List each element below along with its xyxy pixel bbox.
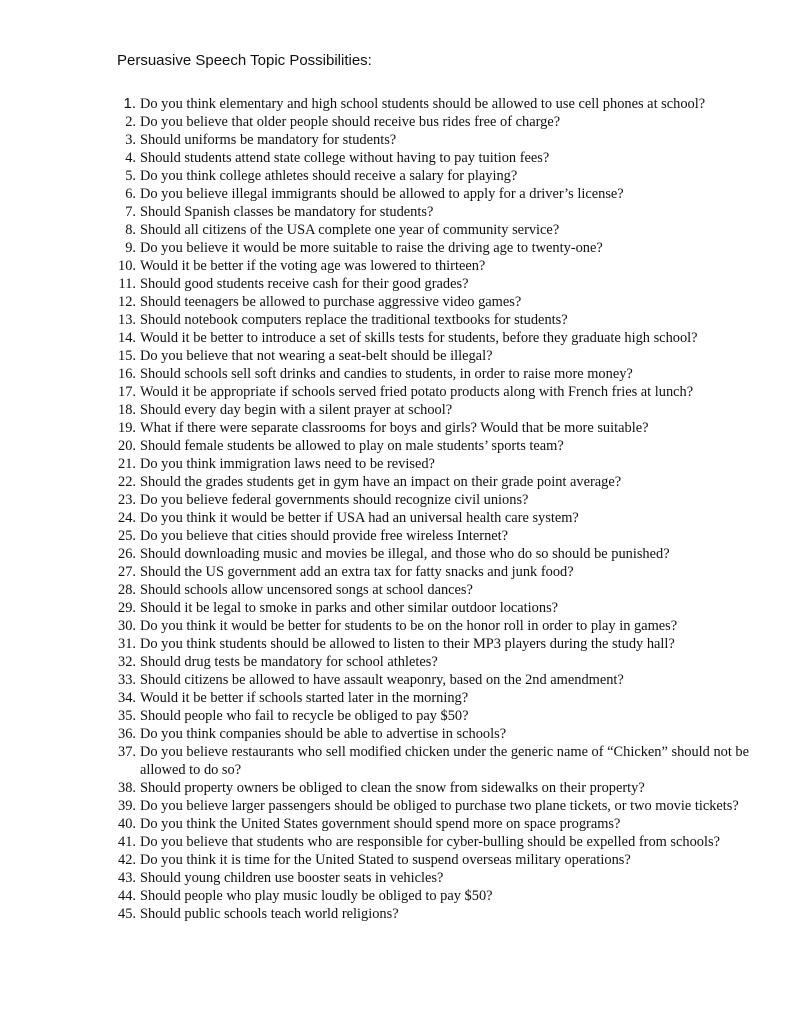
topic-number: 43. [118,870,136,886]
topic-number: 32. [118,654,136,670]
topic-number: 2. [125,114,136,130]
topic-text: Do you believe that older people should receive bus rides free of charge? [140,114,561,130]
topic-text: Do you think college athletes should receive a salary for playing? [140,168,518,184]
topic-number: 11. [118,276,136,292]
topic-item [0,401,791,419]
topic-text: Do you believe that cities should provide free wireless Internet? [140,528,509,544]
topic-text: Do you believe larger passengers should be obliged to purchase two plane tickets, or two movie tickets? [140,798,739,814]
topic-number: 5. [125,168,136,184]
topic-item [0,635,791,653]
topic-text: Do you think students should be allowed to listen to their MP3 players during the study hall? [140,636,675,652]
topic-item [0,563,791,581]
topic-number: 12. [118,294,136,310]
topic-number: 34. [118,690,136,706]
topic-number: 1. [123,95,136,112]
topic-item [0,797,791,815]
topic-item [0,779,791,797]
topic-item [0,833,791,851]
topic-number: 45. [118,906,136,922]
topic-text: Should it be legal to smoke in parks and other similar outdoor locations? [140,600,559,616]
topic-number: 42. [118,852,136,868]
topic-text: Do you think it would be better for students to be on the honor roll in order to play in games? [140,618,678,634]
topic-text: Would it be better if schools started later in the morning? [140,690,469,706]
topic-item [0,851,791,869]
topic-item [0,473,791,491]
topic-number: 7. [125,204,136,220]
topic-text: Should people who play music loudly be obliged to pay $50? [140,888,493,904]
topic-number: 21. [118,456,136,472]
topic-item [0,689,791,707]
topic-item [0,167,791,185]
topic-text: Should the US government add an extra tax for fatty snacks and junk food? [140,564,574,580]
topic-text: Do you think it is time for the United Stated to suspend overseas military operations? [140,852,631,868]
topic-text: Do you think it would be better if USA had an universal health care system? [140,510,579,526]
topic-text: Should young children use booster seats in vehicles? [140,870,444,886]
topic-text: Should every day begin with a silent prayer at school? [140,402,453,418]
topic-item [0,707,791,725]
topic-item [0,383,791,401]
topic-number: 40. [118,816,136,832]
topic-text: Would it be appropriate if schools served fried potato products along with French fries at lunch? [140,384,694,400]
topic-text: Should people who fail to recycle be obliged to pay $50? [140,708,469,724]
topic-text: Would it be better if the voting age was lowered to thirteen? [140,258,486,274]
topic-number: 10. [118,258,136,274]
topic-item [0,203,791,221]
topic-item [0,545,791,563]
topic-text: Should students attend state college without having to pay tuition fees? [140,150,550,166]
topic-text: Should drug tests be mandatory for school athletes? [140,654,438,670]
topic-text: Should the grades students get in gym have an impact on their grade point average? [140,474,622,490]
topic-text: Do you believe federal governments should recognize civil unions? [140,492,529,508]
topic-item [0,185,791,203]
topic-number: 33. [118,672,136,688]
topic-number: 36. [118,726,136,742]
topic-text: Do you think companies should be able to advertise in schools? [140,726,507,742]
topic-text: Do you believe that students who are responsible for cyber-bulling should be expelled from schools? [140,834,720,850]
topic-number: 20. [118,438,136,454]
topic-number: 14. [118,330,136,346]
topic-number: 44. [118,888,136,904]
topic-item [0,617,791,635]
topic-number: 4. [125,150,136,166]
topic-item [0,725,791,743]
topic-text: Should good students receive cash for their good grades? [140,276,469,292]
topic-item [0,131,791,149]
topic-number: 13. [118,312,136,328]
topic-number: 29. [118,600,136,616]
topic-text: Should uniforms be mandatory for students? [140,132,397,148]
topic-text: Do you think elementary and high school students should be allowed to use cell phones at school? [140,96,706,112]
topic-item [0,419,791,437]
topic-number: 3. [125,132,136,148]
topic-number: 30. [118,618,136,634]
topic-item [0,599,791,617]
topic-item [0,95,791,113]
topic-number: 15. [118,348,136,364]
topic-item [0,275,791,293]
topic-item [0,149,791,167]
topic-number: 38. [118,780,136,796]
topic-number: 6. [125,186,136,202]
topic-item [0,509,791,527]
topic-number: 8. [125,222,136,238]
topic-text: Should notebook computers replace the traditional textbooks for students? [140,312,568,328]
topic-item [0,455,791,473]
topic-item [0,365,791,383]
topic-number: 25. [118,528,136,544]
topic-text: Should female students be allowed to play on male students’ sports team? [140,438,564,454]
topic-item [0,815,791,833]
topic-item [0,653,791,671]
topic-number: 18. [118,402,136,418]
topic-text: Should schools sell soft drinks and candies to students, in order to raise more money? [140,366,633,382]
topic-number: 22. [118,474,136,490]
topic-item [0,743,791,779]
topic-text: Do you think immigration laws need to be revised? [140,456,435,472]
topic-text: Do you think the United States government should spend more on space programs? [140,816,621,832]
topic-item [0,869,791,887]
topic-number: 23. [118,492,136,508]
topic-text: Would it be better to introduce a set of skills tests for students, before they graduate high school? [140,330,698,346]
topic-item [0,887,791,905]
topic-number: 39. [118,798,136,814]
topic-number: 28. [118,582,136,598]
topic-text: Should schools allow uncensored songs at school dances? [140,582,473,598]
topic-text: Should downloading music and movies be illegal, and those who do so should be punished? [140,546,670,562]
topic-number: 27. [118,564,136,580]
topic-list [0,95,791,923]
topic-number: 19. [118,420,136,436]
topic-item [0,347,791,365]
topic-item [0,671,791,689]
topic-item [0,581,791,599]
topic-number: 17. [118,384,136,400]
topic-item [0,311,791,329]
topic-number: 41. [118,834,136,850]
topic-text: Do you believe restaurants who sell modified chicken under the generic name of “Chicken” should not be allowed to do so? [140,744,750,778]
topic-item [0,329,791,347]
topic-item [0,113,791,131]
topic-text: Should Spanish classes be mandatory for students? [140,204,434,220]
topic-text: Do you believe illegal immigrants should be allowed to apply for a driver’s license? [140,186,624,202]
topic-text: Should teenagers be allowed to purchase aggressive video games? [140,294,522,310]
topic-item [0,437,791,455]
topic-text: Should all citizens of the USA complete one year of community service? [140,222,560,238]
topic-text: Should property owners be obliged to clean the snow from sidewalks on their property? [140,780,645,796]
topic-text: Do you believe that not wearing a seat-belt should be illegal? [140,348,493,364]
topic-item [0,293,791,311]
page-title: Persuasive Speech Topic Possibilities: [117,52,372,69]
topic-item [0,491,791,509]
topic-text: What if there were separate classrooms for boys and girls? Would that be more suitable? [140,420,649,436]
topic-number: 37. [118,744,136,760]
topic-text: Do you believe it would be more suitable to raise the driving age to twenty-one? [140,240,603,256]
topic-item [0,527,791,545]
topic-item [0,257,791,275]
topic-text: Should public schools teach world religions? [140,906,399,922]
topic-item [0,239,791,257]
topic-number: 16. [118,366,136,382]
topic-item [0,221,791,239]
topic-number: 31. [118,636,136,652]
topic-number: 24. [118,510,136,526]
topic-number: 35. [118,708,136,724]
topic-item [0,905,791,923]
topic-number: 9. [125,240,136,256]
topic-number: 26. [118,546,136,562]
topic-text: Should citizens be allowed to have assault weaponry, based on the 2nd amendment? [140,672,624,688]
